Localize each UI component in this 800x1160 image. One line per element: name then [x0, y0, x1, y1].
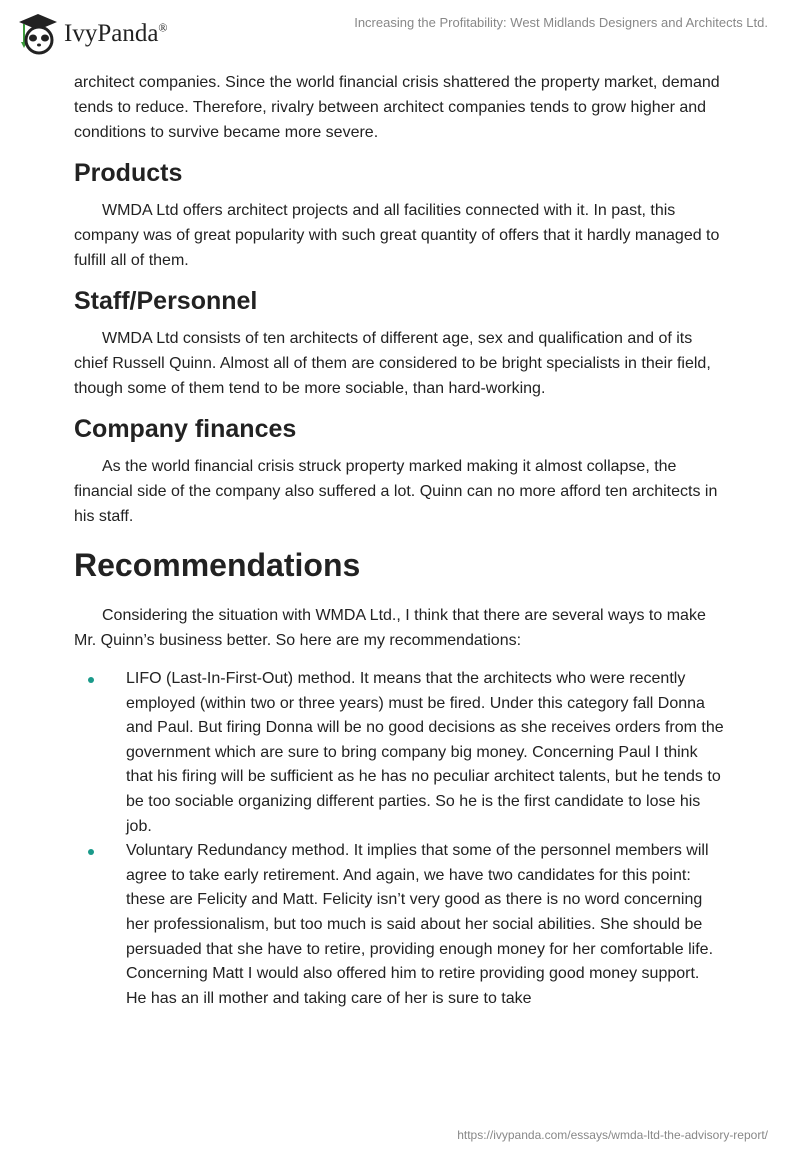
- intro-paragraph: architect companies. Since the world financial crisis shattered the property market, demand tends to reduce. Therefore, rivalry between architect companies tends to grow higher and conditions to survive became more severe.: [74, 74, 720, 141]
- finances-heading: Company finances: [74, 415, 297, 443]
- logo-text: IvyPanda®: [64, 20, 168, 47]
- source-url[interactable]: https://ivypanda.com/essays/wmda-ltd-the-advisory-report/: [457, 1128, 768, 1142]
- bullet-icon: [88, 677, 94, 683]
- recommendations-intro: Considering the situation with WMDA Ltd., I think that there are several ways to make Mr. Quinn’s business better. So here are my recommendations:: [74, 607, 706, 649]
- document-title: Increasing the Profitability: West Midlands Designers and Architects Ltd.: [354, 15, 768, 30]
- staff-paragraph: WMDA Ltd consists of ten architects of different age, sex and qualification and of its chief Russell Quinn. Almost all of them are considered to be bright specialists in their field, though some of them tend to be more sociable, than hard-working.: [74, 330, 711, 397]
- list-item-text: LIFO (Last-In-First-Out) method. It means that the architects who were recently employed (within two or three years) must be fired. Under this category fall Donna and Paul. But firing Donna will be no good decisions as she receives orders from the government which are sure to bring company big money. Concerning Paul I think that his firing will be sufficient as he has no peculiar architect talents, but he tends to be too sociable organizing different parties. So he is the first candidate to lose his job.: [126, 670, 724, 835]
- finances-paragraph: As the world financial crisis struck property marked making it almost collapse, the financial side of the company also suffered a lot. Quinn can no more afford ten architects in his staff.: [74, 458, 718, 525]
- recommendations-heading: Recommendations: [74, 547, 361, 583]
- header: [0, 0, 800, 60]
- panda-graduate-icon: [18, 12, 58, 56]
- list-item: [74, 839, 724, 1011]
- essay-content: [74, 70, 724, 1011]
- bullet-icon: [88, 849, 94, 855]
- products-paragraph: WMDA Ltd offers architect projects and all facilities connected with it. In past, this company was of great popularity with such great quantity of offers that it hardly managed to fulfill all of them.: [74, 202, 720, 269]
- list-item: [74, 667, 724, 839]
- ivypanda-logo[interactable]: [18, 12, 168, 56]
- recommendations-list: [74, 667, 724, 1011]
- list-item-text: Voluntary Redundancy method. It implies that some of the personnel members will agree to take early retirement. And again, we have two candidates for this point: these are Felicity and Matt. Felicity isn’t very good as there is no word concerning her professionalism, but too much is said about her social abilities. She should be persuaded that she have to retire, providing enough money for her comfortable life. Concerning Matt I would also offered him to retire providing good money support. He has an ill mother and taking care of her is sure to take: [126, 842, 714, 1007]
- staff-heading: Staff/Personnel: [74, 287, 258, 315]
- products-heading: Products: [74, 159, 183, 187]
